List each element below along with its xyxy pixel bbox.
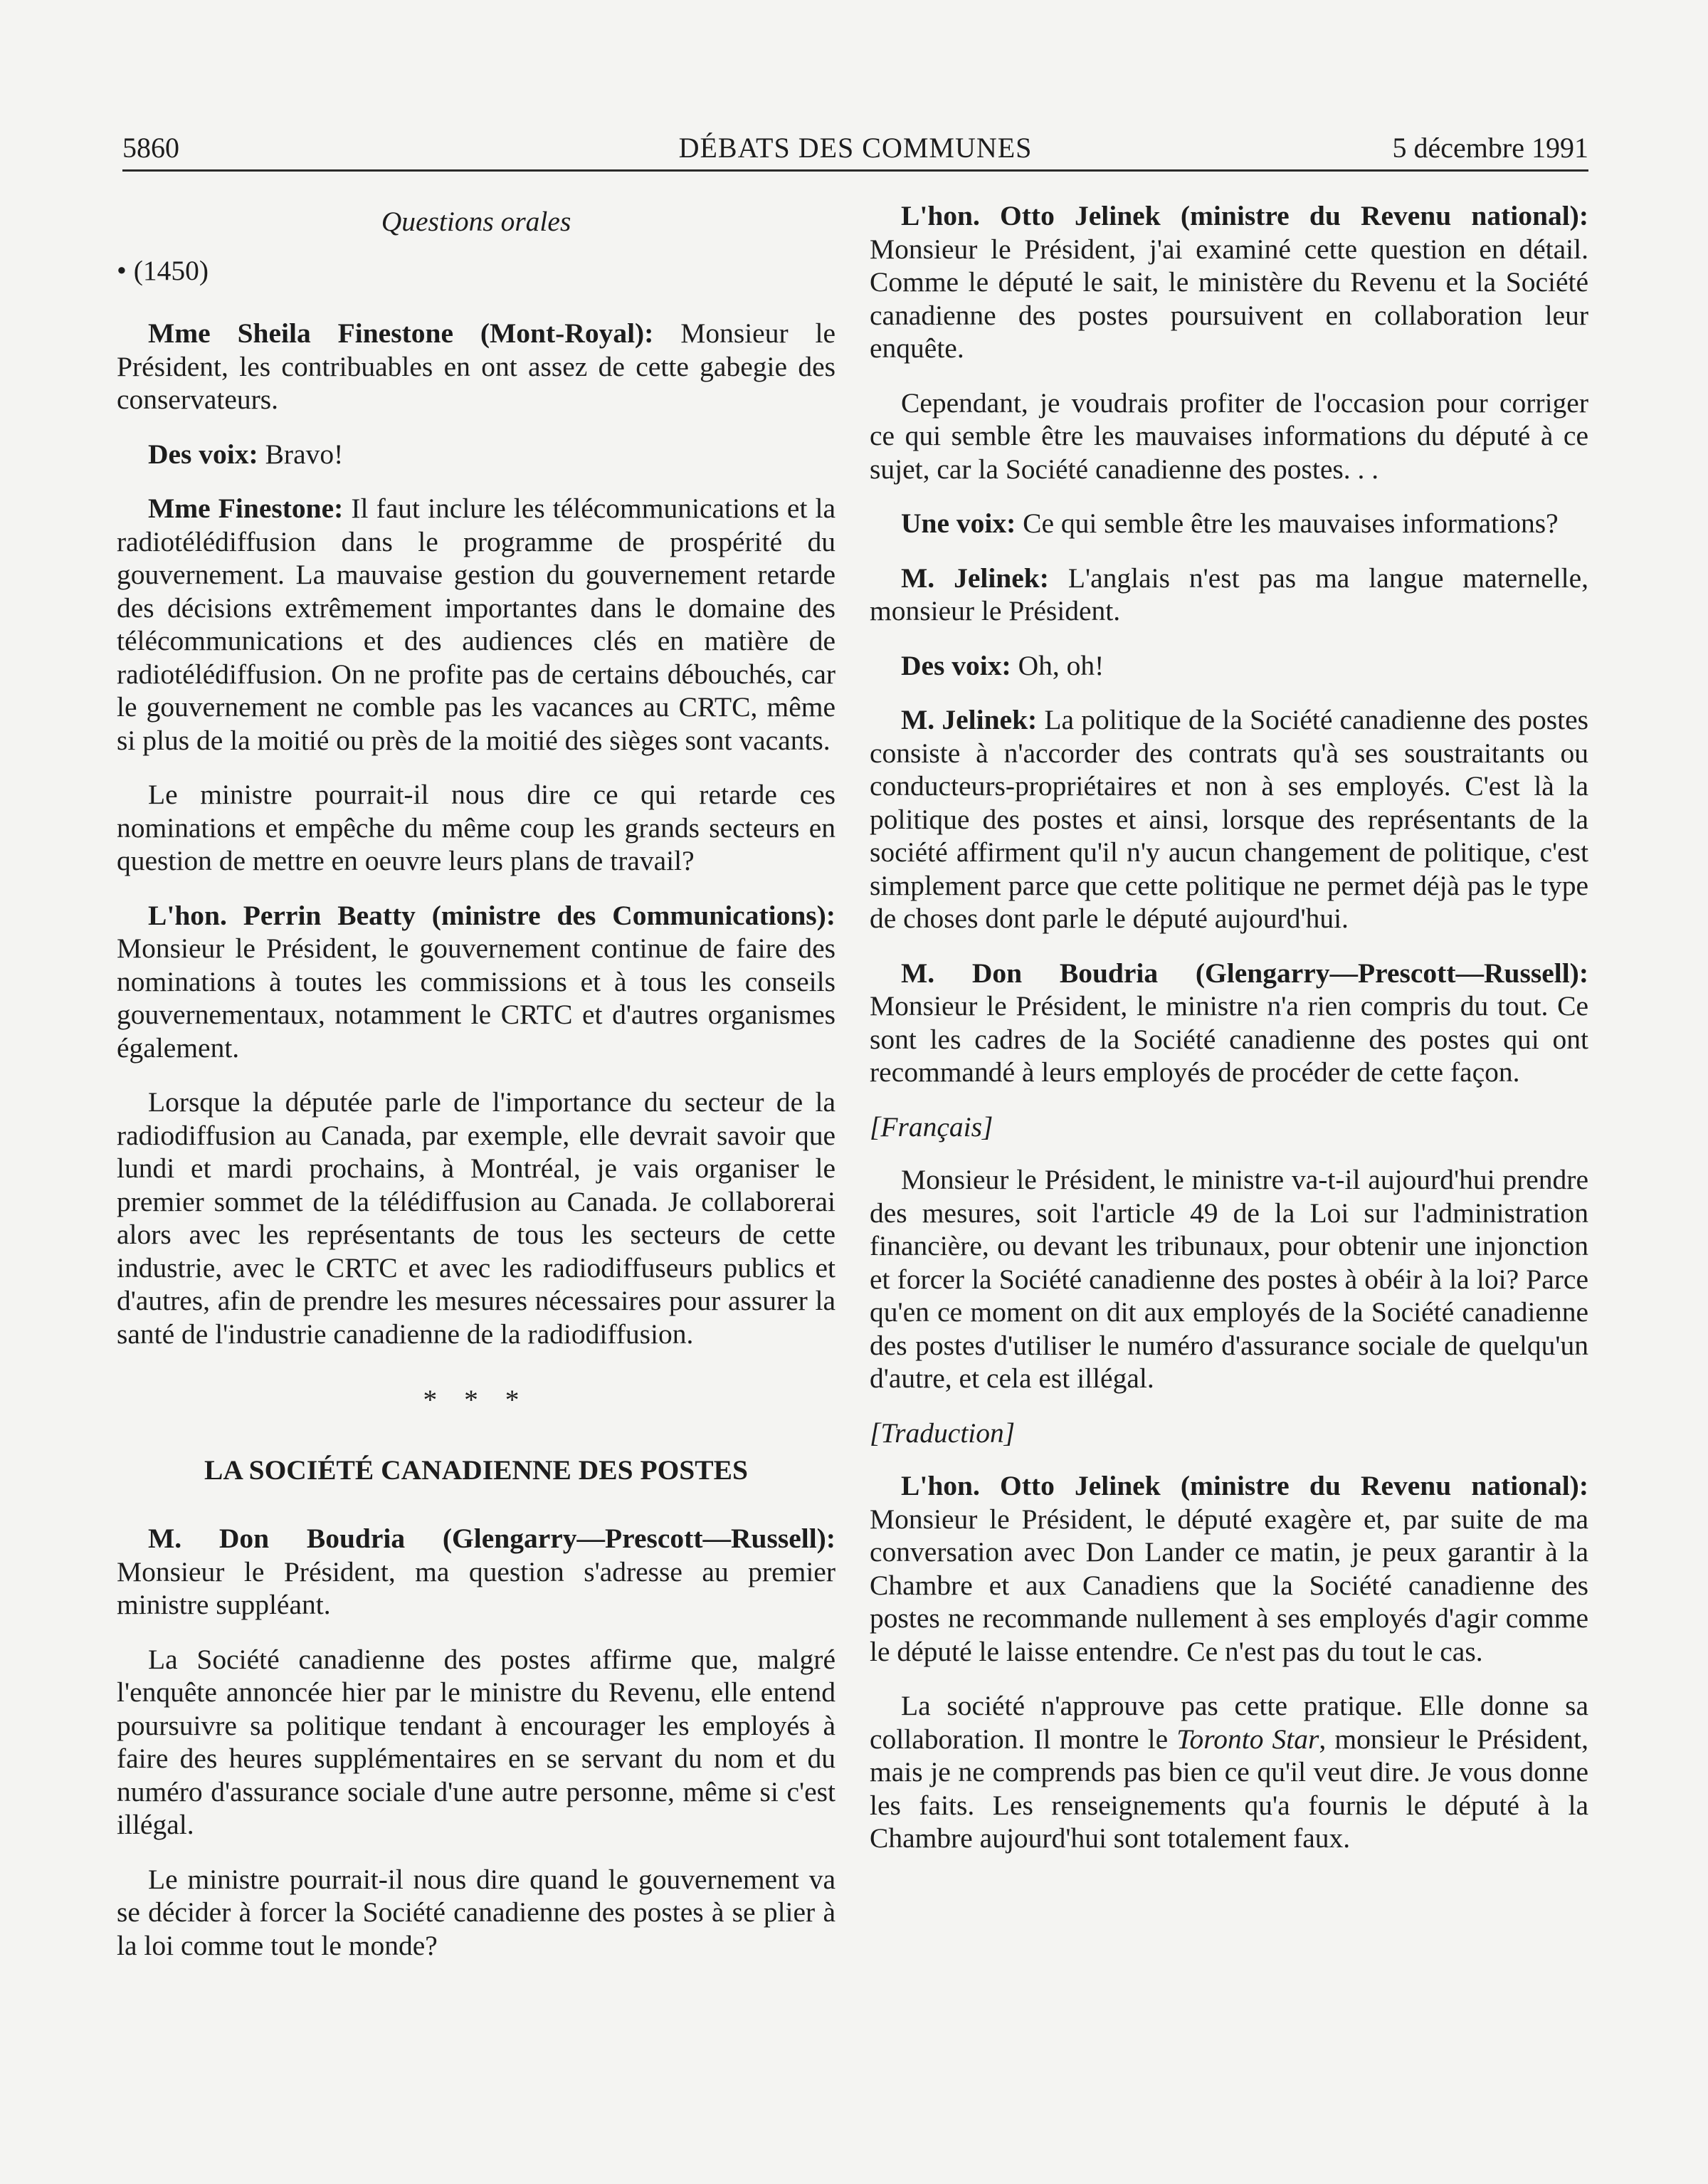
paragraph <box>870 1163 1588 1395</box>
paragraph <box>117 317 835 416</box>
paragraph-text: Le ministre pourrait-il nous dire ce qui retarde ces nominations et empêche du même coup les grands secteurs en question de mettre en oeuvre leurs plans de travail? <box>117 779 835 876</box>
paragraph-text: Monsieur le Président, le député exagère et, par suite de ma conversation avec Don Lander ce matin, je peux garantir à la Chambre et aux Canadiens que la Société canadienne des postes ne recommande nullement à ses employés d'agir comme le député le laisse entendre. Ce n'est pas du tout le cas. <box>870 1503 1588 1667</box>
speaker-name: M. Don Boudria (Glengarry—Prescott—Russell): <box>901 957 1588 989</box>
running-header <box>122 127 1588 172</box>
paragraph-text: Monsieur le Président, j'ai examiné cette question en détail. Comme le député le sait, le ministère du Revenu et la Société canadienne des postes poursuivent en collaboration leur enquête. <box>870 233 1588 364</box>
right-column <box>870 199 1588 1876</box>
left-column <box>117 199 835 1983</box>
paragraph-text: Cependant, je voudrais profiter de l'occasion pour corriger ce qui semble être les mauvaises informations du député à ce sujet, car la Société canadienne des postes. . . <box>870 387 1588 485</box>
paragraph <box>870 957 1588 1089</box>
paragraph <box>870 387 1588 486</box>
speaker-name: Des voix: <box>148 438 258 470</box>
paragraph <box>870 507 1588 540</box>
rubric-heading: LA SOCIÉTÉ CANADIENNE DES POSTES <box>204 1454 748 1486</box>
paragraph <box>117 492 835 757</box>
paragraph-text: La société n'approuve pas cette pratique. Elle donne sa collaboration. Il montre le <box>870 1690 1588 1755</box>
paragraph <box>117 438 835 471</box>
paragraph-text: Ce qui semble être les mauvaises informations? <box>1016 508 1559 539</box>
paragraph-text: Monsieur le Président, le ministre va-t-il aujourd'hui prendre des mesures, soit l'article 49 de la Loi sur l'administration financière, ou devant les tribunaux, pour obtenir une injonction et forcer la Société canadienne des postes à obéir à la loi? Parce qu'en ce moment on dit aux employés de la Société canadienne des postes d'utiliser le numéro d'assurance sociale de quelqu'un d'autre, et cela est illégal. <box>870 1164 1588 1394</box>
speaker-name: M. Jelinek: <box>901 562 1049 594</box>
paragraph <box>117 1863 835 1963</box>
speaker-name: M. Don Boudria (Glengarry—Prescott—Russell): <box>148 1523 835 1554</box>
speaker-name: L'hon. Otto Jelinek (ministre du Revenu national): <box>901 200 1588 231</box>
paragraph <box>117 899 835 1065</box>
paragraph <box>870 649 1588 683</box>
paragraph <box>117 1086 835 1350</box>
speaker-name: Une voix: <box>901 508 1016 539</box>
paragraph <box>117 778 835 878</box>
paragraph <box>117 1522 835 1622</box>
paragraph <box>117 1643 835 1842</box>
paragraph-text: Il faut inclure les télécommunications et la radiotélédiffusion dans le programme de prospérité du gouvernement. La mauvaise gestion du gouvernement retarde des décisions extrêmement importantes dans le domaine des télécommunications et des audiences clés en matière de radiotélédiffusion. On ne profite pas de certains débouchés, car le gouvernement ne comble pas les vacances au CRTC, même si plus de la moitié ou près de la moitié des sièges sont vacants. <box>117 493 836 756</box>
paragraph <box>870 1469 1588 1668</box>
section-separator: * * * <box>423 1384 529 1415</box>
paragraph-text: L'anglais n'est pas ma langue maternelle, monsieur le Président. <box>870 562 1588 626</box>
paragraph <box>870 703 1588 935</box>
language-marker: [Traduction] <box>870 1417 1016 1449</box>
paragraph <box>870 199 1588 365</box>
speaker-name: L'hon. Perrin Beatty (ministre des Communications): <box>148 899 835 931</box>
speaker-name: M. Jelinek: <box>901 704 1038 735</box>
language-marker: [Français] <box>870 1111 993 1143</box>
page-number: 5860 <box>122 132 179 164</box>
speaker-name: Des voix: <box>901 649 1011 681</box>
paragraph-text: , monsieur le Président, mais je ne comprends pas bien ce qu'il veut dire. Je vous donne les faits. Les renseignements qu'a fournis le député à la Chambre aujourd'hui sont totalement faux. <box>870 1723 1588 1854</box>
paragraph-text: Oh, oh! <box>1011 649 1105 681</box>
paragraph-text: Lorsque la députée parle de l'importance du secteur de la radiodiffusion au Canada, par exemple, elle devrait savoir que lundi et mardi prochains, à Montréal, je vais organiser le premier sommet de la télédiffusion au Canada. Je collaborerai alors avec les représentants de tous les secteurs de cette industrie, avec le CRTC et avec les radiodiffuseurs publics et d'autres, afin de prendre les mesures nécessaires pour assurer la santé de l'industrie canadienne de la radiodiffusion. <box>117 1086 835 1350</box>
paragraph <box>870 1689 1588 1855</box>
paragraph <box>870 562 1588 628</box>
paragraph-text: Monsieur le Président, ma question s'adresse au premier ministre suppléant. <box>117 1555 835 1620</box>
newspaper-title: Toronto Star <box>1176 1723 1319 1755</box>
speaker-name: Mme Sheila Finestone (Mont-Royal): <box>148 317 654 349</box>
speaker-name: L'hon. Otto Jelinek (ministre du Revenu national): <box>901 1470 1588 1501</box>
publication-title: DÉBATS DES COMMUNES <box>678 132 1033 164</box>
paragraph-text: Monsieur le Président, le gouvernement continue de faire des nominations à toutes les commissions et à tous les conseils gouvernementaux, notamment le CRTC et d'autres organismes également. <box>117 933 835 1064</box>
paragraph-text: La Société canadienne des postes affirme que, malgré l'enquête annoncée hier par le ministre du Revenu, elle entend poursuivre sa politique tendant à encourager les employés à faire des heures supplémentaires en se servant du nom et du numéro d'assurance sociale d'une autre personne, même si c'est illégal. <box>117 1643 835 1840</box>
paragraph-text: Le ministre pourrait-il nous dire quand le gouvernement va se décider à forcer la Société canadienne des postes à se plier à la loi comme tout le monde? <box>117 1863 835 1961</box>
paragraph-text: Bravo! <box>258 438 344 470</box>
header-date: 5 décembre 1991 <box>1392 132 1588 164</box>
paragraph-text: Monsieur le Président, le ministre n'a rien compris du tout. Ce sont les cadres de la Société canadienne des postes qui ont recommandé à leurs employés de procéder de cette façon. <box>870 990 1588 1088</box>
time-marker: • (1450) <box>117 254 209 286</box>
paragraph-text: Monsieur le Président, les contribuables en ont assez de cette gabegie des conservateurs. <box>117 317 835 415</box>
paragraph-text: La politique de la Société canadienne des postes consiste à n'accorder des contrats qu'à ses soustraitants ou conducteurs-propriétaires et non à ses employés. C'est là la politique des postes et ainsi, lorsque des représentants de la société affirment qu'il n'y aucun changement de politique, c'est simplement parce que cette politique ne permet déjà pas le type de choses dont parle le député aujourd'hui. <box>870 704 1588 934</box>
speaker-name: Mme Finestone: <box>148 493 344 524</box>
section-title: Questions orales <box>381 206 571 237</box>
